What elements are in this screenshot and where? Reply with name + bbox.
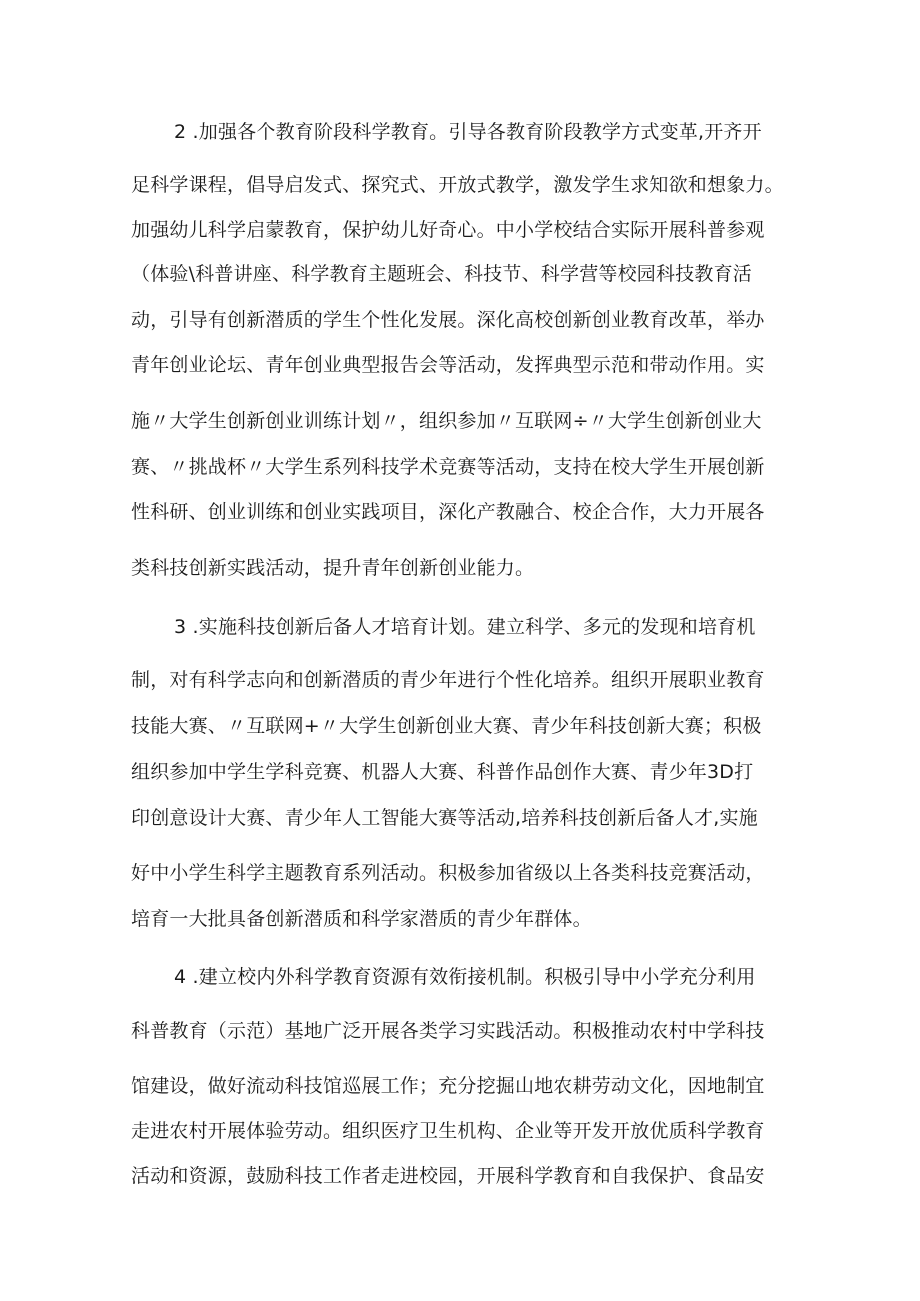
paragraph-line: 4 .建立校内外科学教育资源有效衔接机制。积极引导中小学充分利用: [174, 966, 756, 988]
paragraph-line: 组织参加中学生学科竞赛、机器人大赛、科普作品创作大赛、青少年3D打: [131, 761, 754, 783]
paragraph-line: 活动和资源，鼓励科技工作者走进校园，开展科学教育和自我保护、食品安: [131, 1165, 765, 1187]
paragraph-line: 技能大赛、〃互联网+〃大学生创新创业大赛、青少年科技创新大赛；积极: [131, 715, 762, 737]
paragraph-line: 走进农村开展体验劳动。组织医疗卫生机构、企业等开发开放优质科学教育: [131, 1120, 765, 1142]
paragraph-line: 青年创业论坛、青年创业典型报告会等活动，发挥典型示范和带动作用。实: [131, 354, 765, 376]
paragraph-line: 足科学课程，倡导启发式、探究式、开放式教学，激发学生求知欲和想象力。: [131, 174, 784, 196]
paragraph-line: 馆建设，做好流动科技馆巡展工作；充分挖掘山地农耕劳动文化，因地制宜: [131, 1075, 765, 1097]
paragraph-line: （体验\科普讲座、科学教育主题班会、科技节、科学营等校园科技教育活: [131, 263, 753, 285]
paragraph-line: 3 .实施科技创新后备人才培育计划。建立科学、多元的发现和培育机: [174, 616, 756, 638]
paragraph-line: 性科研、创业训练和创业实践项目，深化产教融合、校企合作，大力开展各: [131, 501, 765, 523]
paragraph-line: 培育一大批具备创新潜质和科学家潜质的青少年群体。: [131, 908, 592, 930]
paragraph-line: 印创意设计大赛、青少年人工智能大赛等活动,培养科技创新后备人才,实施: [131, 807, 758, 829]
paragraph-line: 好中小学生科学主题教育系列活动。积极参加省级以上各类科技竞赛活动，: [131, 862, 765, 884]
paragraph-line: 动，引导有创新潜质的学生个性化发展。深化高校创新创业教育改革，举办: [131, 309, 765, 331]
paragraph-line: 制，对有科学志向和创新潜质的青少年进行个性化培养。组织开展职业教育: [131, 669, 765, 691]
paragraph-line: 施〃大学生创新创业训练计划〃，组织参加〃互联网÷〃大学生创新创业大: [131, 410, 762, 432]
paragraph-line: 加强幼儿科学启蒙教育，保护幼儿好奇心。中小学校结合实际开展科普参观: [131, 219, 765, 241]
paragraph-line: 2 .加强各个教育阶段科学教育。引导各教育阶段教学方式变革,开齐开: [174, 121, 762, 143]
paragraph-line: 赛、〃挑战杯〃大学生系列科技学术竞赛等活动，支持在校大学生开展创新: [131, 456, 765, 478]
paragraph-line: 科普教育（示范）基地广泛开展各类学习实践活动。积极推动农村中学科技: [131, 1020, 765, 1042]
paragraph-line: 类科技创新实践活动，提升青年创新创业能力。: [131, 557, 535, 579]
